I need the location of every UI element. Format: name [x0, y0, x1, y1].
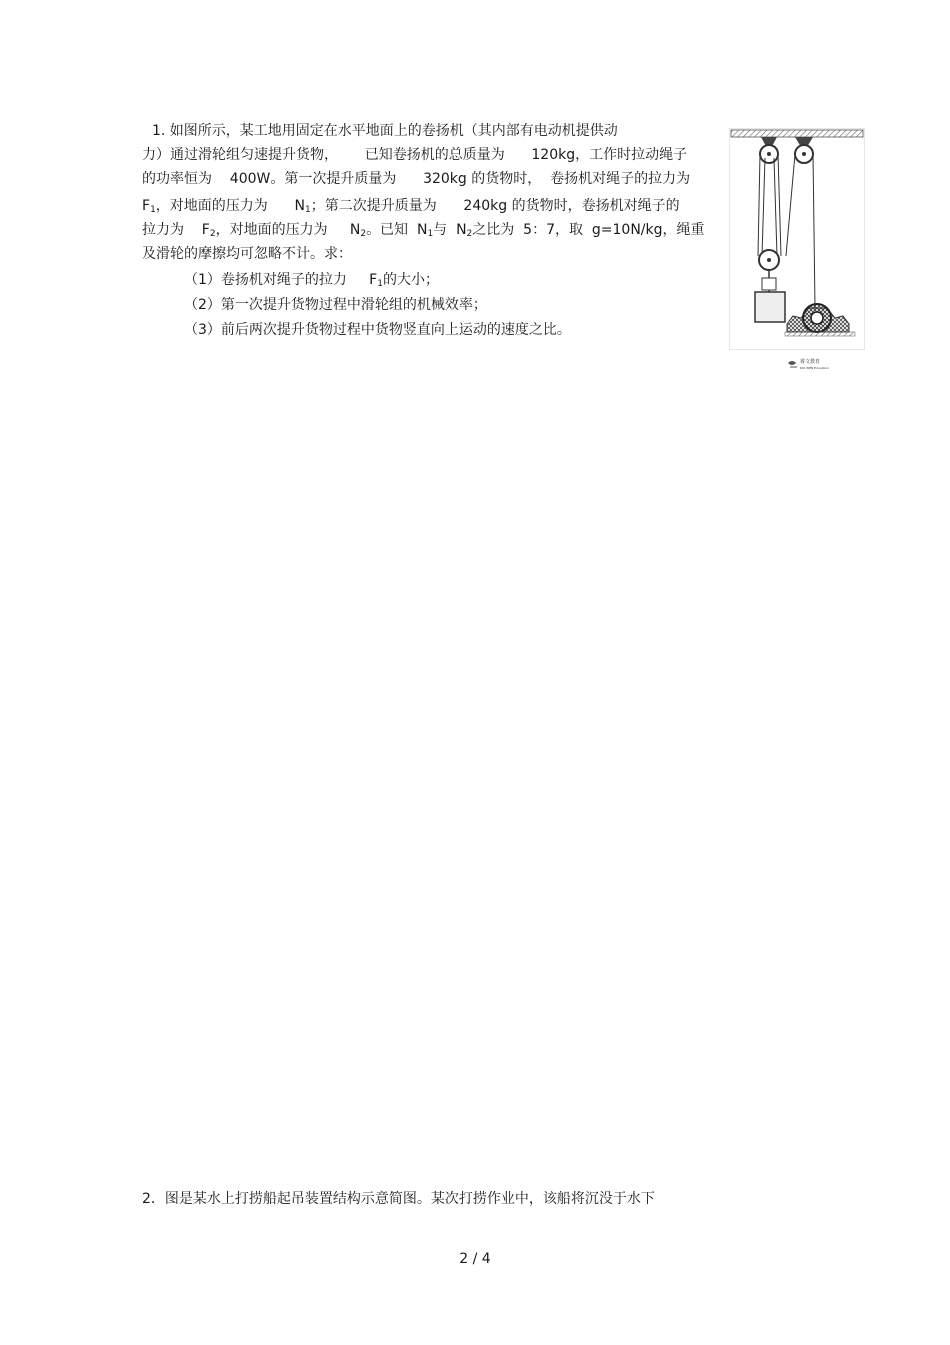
question-1	[184, 271, 439, 293]
problem-1-line-6: 及滑轮的摩擦均可忽略不计。求：	[142, 246, 352, 262]
subscript: 1	[427, 229, 434, 239]
text-segment: 与 N	[433, 222, 467, 238]
brand-subtitle: RUI WEN Education	[800, 366, 830, 370]
text-segment: ，对地面的压力为 N	[215, 222, 361, 238]
text-segment: 。已知 N	[366, 222, 428, 238]
text-segment: ，对地面的压力为 N	[155, 198, 305, 214]
text-segment: ；第二次提升质量为 240kg 的货物时，卷扬机对绳子的	[310, 198, 680, 214]
subscript: 2	[466, 229, 473, 239]
question-2: （2）第一次提升货物过程中滑轮组的机械效率；	[184, 297, 487, 313]
cargo-block	[755, 292, 785, 322]
subscript: 1	[304, 205, 311, 215]
problem-1-line-5	[142, 221, 705, 243]
text-segment: 之比为 5：7，取 g=10N/kg，绳重	[472, 222, 705, 238]
problem-2-text: 2．图是某水上打捞船起吊装置结构示意简图。某次打捞作业中，该船将沉没于水下	[142, 1191, 655, 1207]
problem-1-line-3: 的功率恒为 400W。第一次提升质量为 320kg 的货物时， 卷扬机对绳子的拉力为	[142, 171, 691, 187]
text-segment: F	[142, 198, 151, 214]
problem-1-line-4	[142, 197, 680, 219]
ceiling-beam	[731, 130, 863, 137]
text-segment: 拉力为 F	[142, 222, 210, 238]
brand-name: 睿文教育	[800, 359, 821, 365]
text-segment: 的大小；	[382, 272, 439, 288]
text-segment: （1）卷扬机对绳子的拉力 F	[184, 272, 378, 288]
ground	[785, 332, 855, 336]
problem-1-line-2: 力）通过滑轮组匀速提升货物， 已知卷扬机的总质量为 120kg，工作时拉动绳子	[142, 147, 688, 163]
subscript: 1	[377, 279, 383, 289]
pulley-winch-diagram	[729, 128, 865, 350]
subscript: 2	[360, 229, 367, 239]
brand-logo-text	[800, 359, 829, 371]
subscript: 1	[150, 205, 156, 215]
problem-1-line-1: 1. 如图所示，某工地用固定在水平地面上的卷扬机（其内部有电动机提供动	[152, 123, 618, 139]
question-3: （3）前后两次提升货物过程中货物竖直向上运动的速度之比。	[184, 322, 571, 338]
subscript: 2	[209, 229, 216, 239]
page-number: 2 / 4	[459, 1251, 491, 1267]
